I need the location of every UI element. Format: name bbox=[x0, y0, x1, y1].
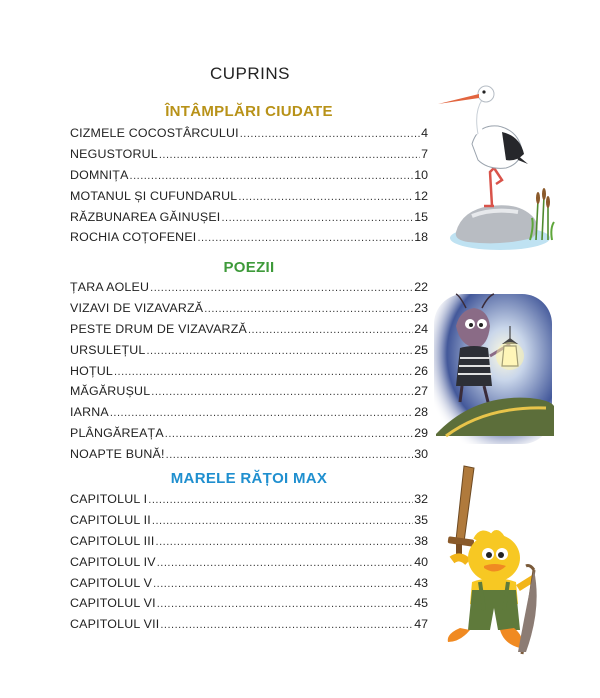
toc-entry[interactable] bbox=[70, 168, 428, 189]
entry-title: HOȚUL bbox=[70, 363, 113, 378]
entry-page: 23 bbox=[414, 300, 428, 315]
entry-title: NOAPTE BUNĂ! bbox=[70, 447, 165, 462]
entry-page: 26 bbox=[414, 363, 428, 378]
entry-title: MĂGĂRUȘUL bbox=[70, 384, 151, 399]
toc-entry[interactable] bbox=[70, 364, 428, 385]
entry-title: CAPITOLUL IV bbox=[70, 554, 156, 569]
entry-title: NEGUSTORUL bbox=[70, 146, 158, 161]
entry-title: CAPITOLUL III bbox=[70, 533, 155, 548]
entry-page: 40 bbox=[414, 554, 428, 569]
toc-entry[interactable] bbox=[70, 596, 428, 617]
duckling-with-sword-illustration bbox=[430, 458, 550, 668]
entry-title: IARNA bbox=[70, 405, 109, 420]
entry-title: RĂZBUNAREA GĂINUȘEI bbox=[70, 209, 221, 224]
entry-title: CAPITOLUL VII bbox=[70, 617, 160, 632]
toc-entry[interactable] bbox=[70, 322, 428, 343]
entry-title: VIZAVI DE VIZAVARZĂ bbox=[70, 300, 204, 315]
entry-title: CAPITOLUL VI bbox=[70, 596, 156, 611]
toc-entry[interactable] bbox=[70, 230, 428, 251]
entry-page: 27 bbox=[414, 384, 428, 399]
entry-page: 7 bbox=[421, 146, 428, 161]
toc-entry[interactable] bbox=[70, 301, 428, 322]
entry-page: 10 bbox=[414, 167, 428, 182]
entry-page: 18 bbox=[414, 230, 428, 245]
entry-page: 15 bbox=[414, 209, 428, 224]
section-title-marele-ratoi-max: MARELE RĂȚOI MAX bbox=[170, 470, 328, 487]
entry-title: CAPITOLUL II bbox=[70, 512, 151, 527]
toc-entry[interactable] bbox=[70, 426, 428, 447]
toc-list-marele-ratoi-max bbox=[70, 492, 428, 638]
entry-page: 29 bbox=[414, 426, 428, 441]
toc-entry[interactable] bbox=[70, 280, 428, 301]
entry-page: 45 bbox=[414, 596, 428, 611]
toc-entry[interactable] bbox=[70, 617, 428, 638]
toc-entry[interactable] bbox=[70, 384, 428, 405]
toc-entry[interactable] bbox=[70, 126, 428, 147]
entry-title: ȚARA AOLEU bbox=[70, 280, 150, 294]
section-title-poezii: POEZII bbox=[223, 259, 275, 276]
toc-entry[interactable] bbox=[70, 555, 428, 576]
entry-page: 30 bbox=[414, 447, 428, 462]
section-title-intamplari: ÎNTÂMPLĂRI CIUDATE bbox=[165, 103, 333, 120]
entry-title: ROCHIA COȚOFENEI bbox=[70, 230, 197, 245]
toc-entry[interactable] bbox=[70, 343, 428, 364]
toc-list-poezii bbox=[70, 280, 428, 468]
entry-page: 22 bbox=[414, 280, 428, 294]
entry-title: DOMNIȚA bbox=[70, 167, 129, 182]
toc-entry[interactable] bbox=[70, 447, 428, 468]
entry-page: 28 bbox=[414, 405, 428, 420]
toc-entry[interactable] bbox=[70, 576, 428, 597]
toc-list-intamplari bbox=[70, 126, 428, 251]
toc-entry[interactable] bbox=[70, 492, 428, 513]
entry-page: 24 bbox=[414, 321, 428, 336]
toc-entry[interactable] bbox=[70, 534, 428, 555]
stork-illustration bbox=[432, 72, 562, 257]
entry-page: 47 bbox=[414, 617, 428, 632]
entry-title: PLÂNGĂREAȚA bbox=[70, 426, 164, 441]
entry-title: URSULEȚUL bbox=[70, 342, 146, 357]
entry-title: CAPITOLUL I bbox=[70, 492, 148, 506]
toc-entry[interactable] bbox=[70, 210, 428, 231]
page-title: CUPRINS bbox=[209, 64, 290, 83]
entry-page: 43 bbox=[414, 575, 428, 590]
entry-page: 25 bbox=[414, 342, 428, 357]
entry-title: CAPITOLUL V bbox=[70, 575, 153, 590]
entry-page: 32 bbox=[414, 492, 428, 506]
toc-entry[interactable] bbox=[70, 405, 428, 426]
toc-entry[interactable] bbox=[70, 513, 428, 534]
toc-entry[interactable] bbox=[70, 147, 428, 168]
entry-page: 38 bbox=[414, 533, 428, 548]
night-creature-lantern-illustration bbox=[426, 286, 556, 456]
entry-page: 4 bbox=[421, 126, 428, 140]
toc-entry[interactable] bbox=[70, 189, 428, 210]
entry-title: CIZMELE COCOSTÂRCULUI bbox=[70, 126, 239, 140]
entry-page: 35 bbox=[414, 512, 428, 527]
entry-page: 12 bbox=[414, 188, 428, 203]
entry-title: PESTE DRUM DE VIZAVARZĂ bbox=[70, 321, 247, 336]
entry-title: MOTANUL ȘI CUFUNDARUL bbox=[70, 188, 238, 203]
